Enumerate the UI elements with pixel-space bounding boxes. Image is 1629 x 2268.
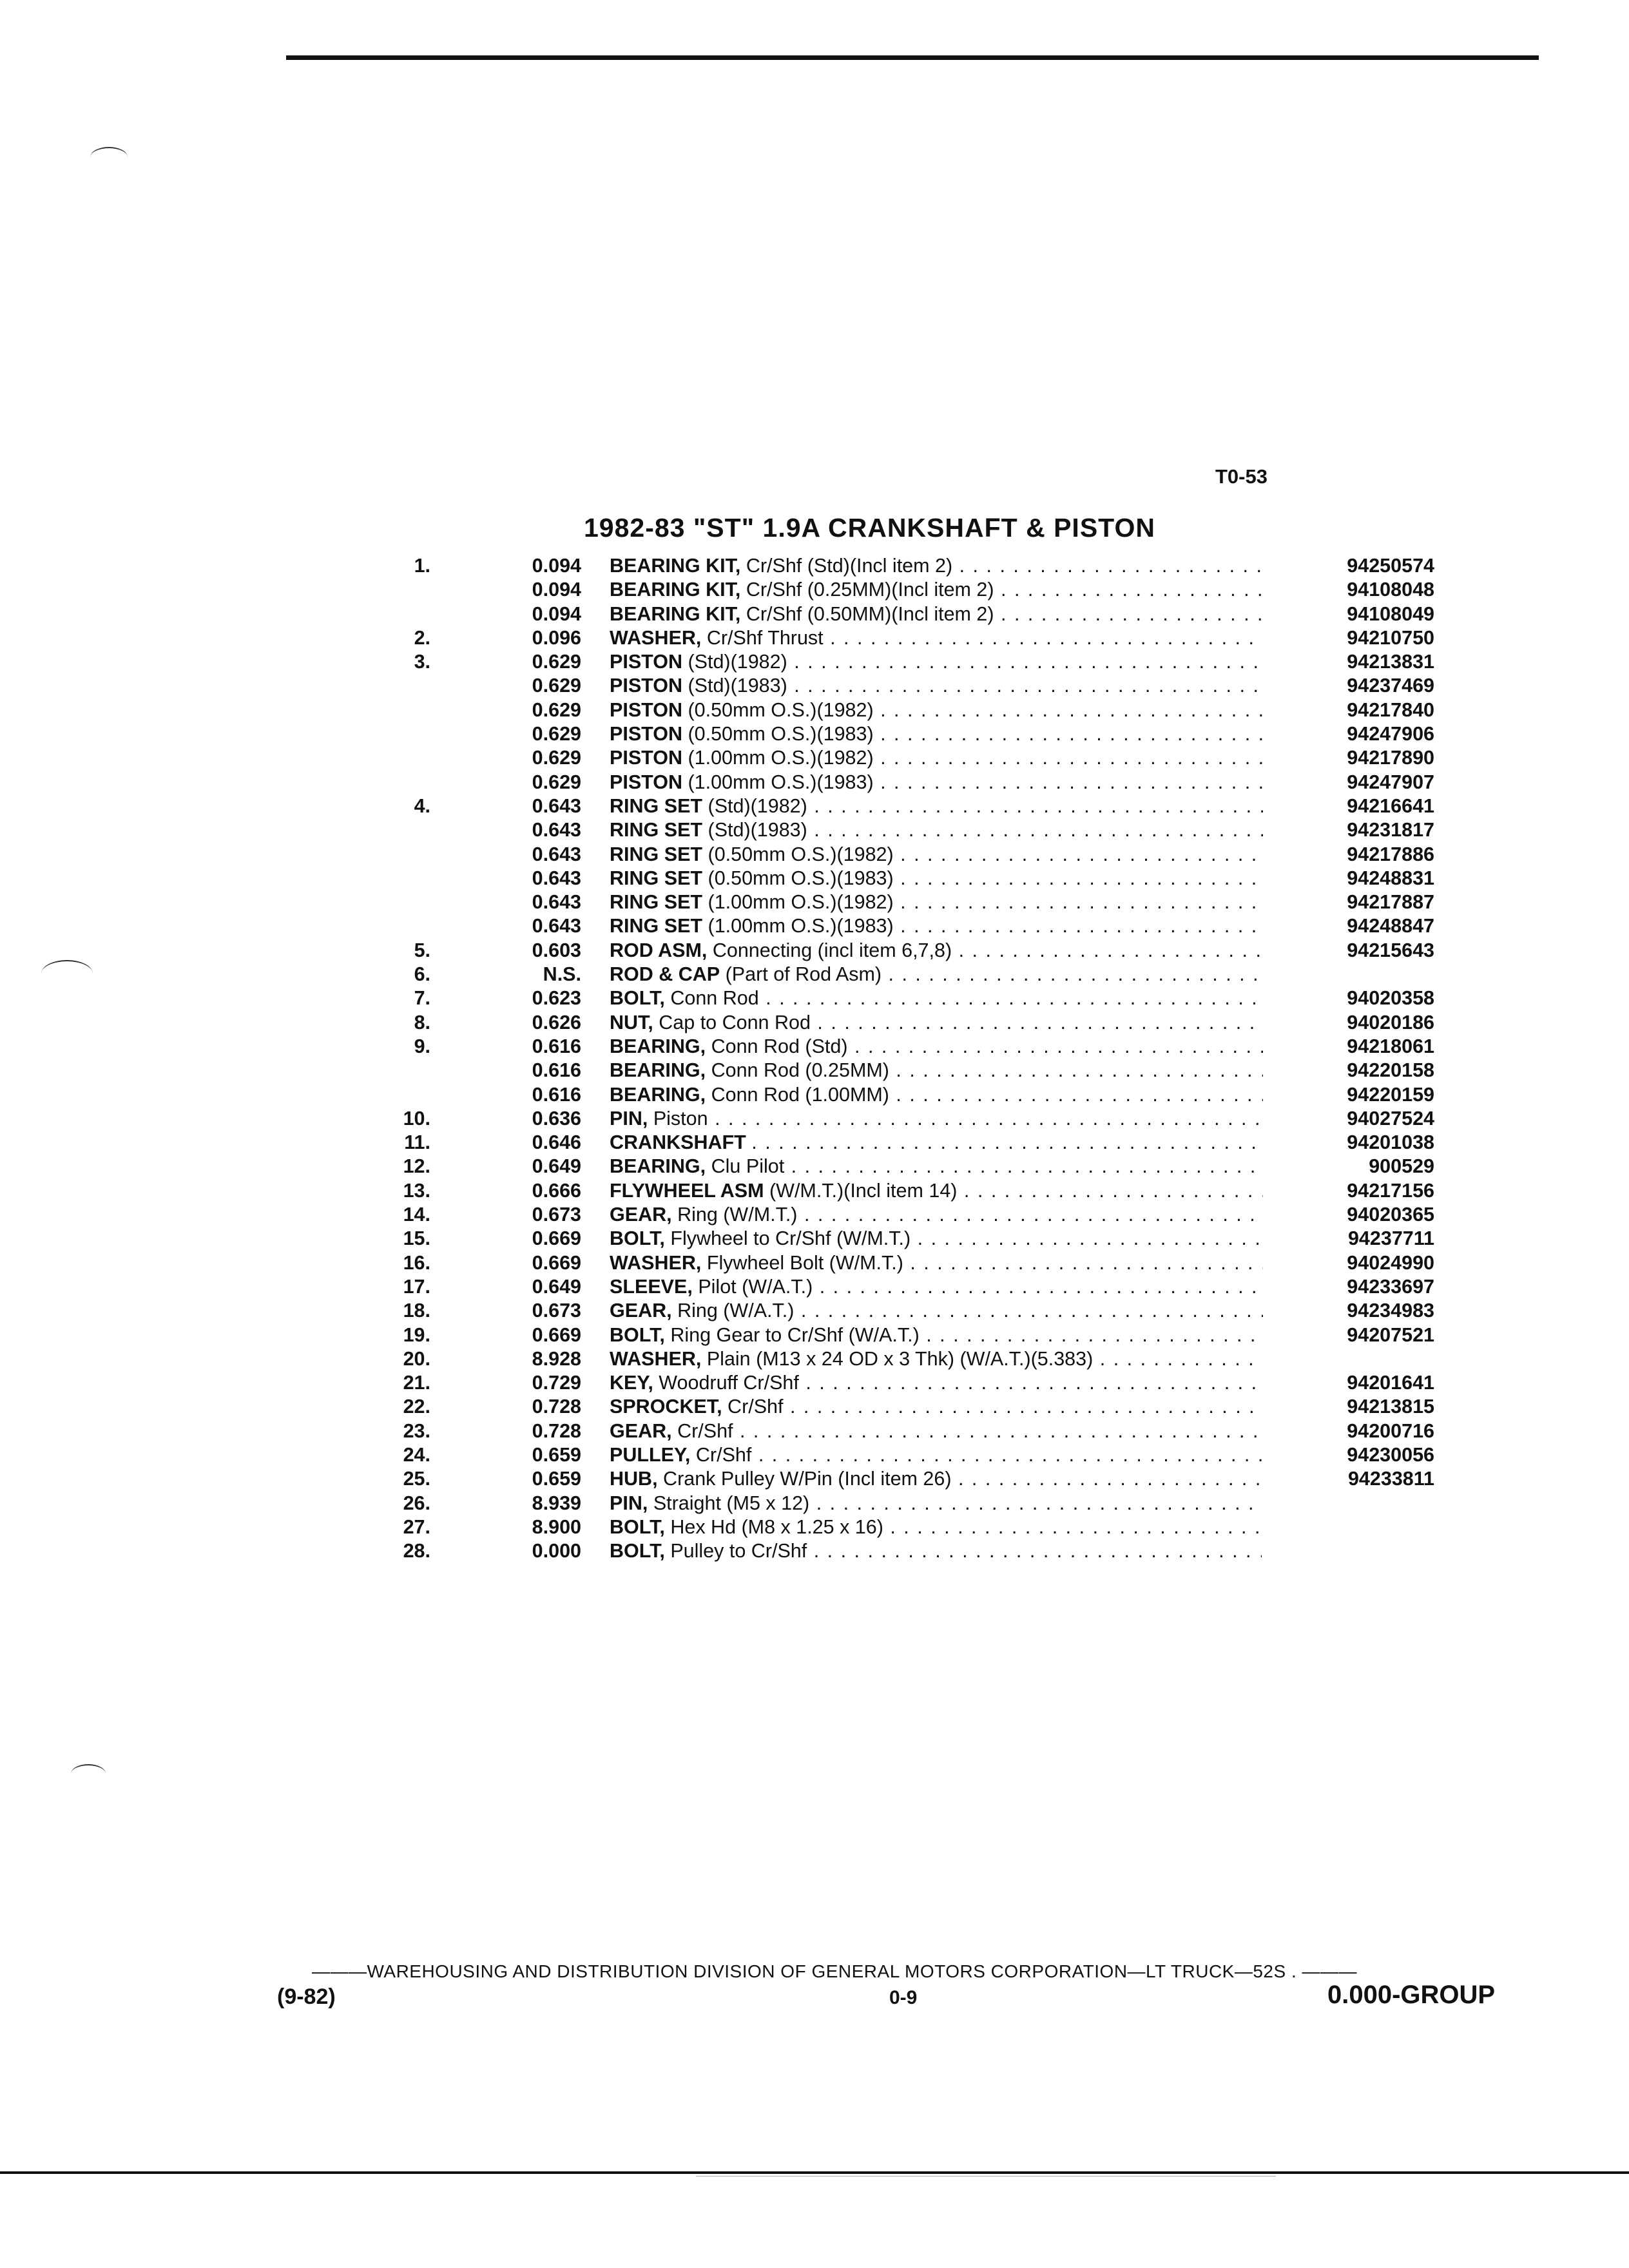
part-description — [610, 578, 1344, 602]
group-number: 0.603 — [532, 939, 581, 961]
part-description — [610, 914, 1344, 938]
item-number: 19. — [403, 1323, 430, 1346]
part-name: NUT, — [610, 1011, 653, 1033]
item-number: 2. — [414, 626, 430, 649]
footer-page-number: 0-9 — [889, 1987, 918, 2008]
part-name: ROD & CAP — [610, 963, 720, 986]
parts-row — [361, 794, 1434, 818]
part-detail: (Std)(1983) — [688, 675, 787, 697]
part-detail: Cap to Conn Rod — [659, 1011, 811, 1033]
part-name: BEARING, — [610, 1083, 706, 1106]
group-number: 0.643 — [532, 891, 581, 914]
group-number: 0.643 — [532, 843, 581, 865]
part-name: BEARING, — [610, 1059, 706, 1082]
part-detail: (0.50mm O.S.)(1983) — [688, 723, 874, 745]
parts-row — [361, 1011, 1434, 1035]
group-number: 0.623 — [532, 987, 581, 1010]
parts-row — [361, 1179, 1434, 1203]
item-number: 18. — [403, 1300, 430, 1322]
part-description — [610, 963, 1262, 986]
parts-row — [361, 1323, 1434, 1347]
item-number: 23. — [403, 1419, 430, 1442]
group-number: 0.629 — [532, 747, 581, 769]
part-name: RING SET — [610, 891, 703, 914]
part-name: PISTON — [610, 651, 682, 673]
parts-row — [361, 818, 1434, 842]
item-number: 8. — [414, 1011, 430, 1033]
part-detail: (Std)(1982) — [688, 651, 787, 673]
part-number: 94248831 — [1263, 867, 1434, 890]
part-description — [610, 1155, 1344, 1178]
part-number: 94201641 — [1263, 1371, 1434, 1395]
parts-row — [361, 1539, 1263, 1563]
scan-mark — [41, 960, 93, 987]
part-description — [610, 890, 1344, 914]
part-number: 94237711 — [1263, 1227, 1434, 1251]
part-detail: Cr/Shf — [677, 1419, 733, 1442]
group-number: 0.649 — [532, 1275, 581, 1298]
part-number: 94248847 — [1263, 914, 1434, 938]
part-description — [610, 1492, 1262, 1515]
part-detail: Cr/Shf (Std)(Incl item 2) — [746, 555, 953, 577]
group-number: 0.659 — [532, 1443, 581, 1466]
parts-row — [361, 1347, 1263, 1371]
part-detail: Cr/Shf — [695, 1443, 752, 1466]
group-number: 0.673 — [532, 1300, 581, 1322]
part-detail: Cr/Shf — [728, 1396, 784, 1418]
item-number: 24. — [403, 1443, 430, 1466]
item-number: 16. — [403, 1251, 430, 1274]
parts-row — [361, 939, 1434, 963]
part-number: 94207521 — [1263, 1323, 1434, 1347]
part-detail: Pulley to Cr/Shf — [670, 1540, 807, 1562]
parts-row — [361, 1059, 1434, 1082]
item-number: 9. — [414, 1035, 430, 1057]
item-number: 7. — [414, 987, 430, 1010]
group-number: 0.669 — [532, 1251, 581, 1274]
top-rule — [286, 55, 1539, 60]
parts-row — [361, 674, 1434, 698]
part-detail: (1.00mm O.S.)(1982) — [688, 747, 874, 769]
part-description — [610, 843, 1344, 867]
group-number: 8.900 — [532, 1515, 581, 1538]
part-detail: (W/M.T.)(Incl item 14) — [769, 1179, 958, 1202]
part-detail: Hex Hd (M8 x 1.25 x 16) — [670, 1515, 883, 1538]
part-number: 94020358 — [1263, 986, 1434, 1010]
footer-group: 0.000-GROUP — [1327, 1981, 1496, 2009]
parts-row — [361, 1515, 1263, 1539]
group-number: 0.669 — [532, 1227, 581, 1250]
part-number: 94250574 — [1263, 554, 1434, 578]
parts-row — [361, 1275, 1434, 1299]
part-detail: (0.50mm O.S.)(1982) — [688, 698, 874, 721]
part-detail: (Std)(1983) — [708, 819, 807, 841]
part-name: GEAR, — [610, 1300, 672, 1322]
parts-row — [361, 1251, 1434, 1275]
part-description — [610, 554, 1344, 578]
part-name: PISTON — [610, 723, 682, 745]
part-number: 94217156 — [1263, 1179, 1434, 1203]
part-detail: Woodruff Cr/Shf — [659, 1372, 799, 1394]
part-detail: Cr/Shf Thrust — [706, 626, 824, 649]
part-number: 94247907 — [1263, 771, 1434, 794]
item-number: 13. — [403, 1179, 430, 1202]
group-number: 0.666 — [532, 1179, 581, 1202]
part-number: 94213831 — [1263, 650, 1434, 674]
group-number: 0.629 — [532, 723, 581, 745]
group-number: 0.649 — [532, 1155, 581, 1178]
part-description — [610, 698, 1344, 722]
part-description — [610, 1107, 1344, 1131]
part-name: BOLT, — [610, 1227, 665, 1250]
part-description — [610, 939, 1344, 963]
part-name: GEAR, — [610, 1204, 672, 1226]
item-number: 14. — [403, 1204, 430, 1226]
parts-row — [361, 578, 1434, 602]
part-description — [610, 1035, 1344, 1059]
item-number: 27. — [403, 1515, 430, 1538]
group-number: 0.000 — [532, 1540, 581, 1562]
part-name: RING SET — [610, 867, 703, 889]
group-number: 0.643 — [532, 915, 581, 937]
part-detail: (1.00mm O.S.)(1983) — [708, 915, 894, 937]
part-description — [610, 1395, 1344, 1419]
group-number: 0.629 — [532, 771, 581, 793]
part-description — [610, 602, 1344, 626]
part-description — [610, 986, 1344, 1010]
part-detail: Cr/Shf (0.50MM)(Incl item 2) — [746, 602, 994, 625]
part-name: RING SET — [610, 843, 703, 865]
part-number: 94234983 — [1263, 1299, 1434, 1323]
part-detail: (0.50mm O.S.)(1982) — [708, 843, 894, 865]
part-number: 94216641 — [1263, 794, 1434, 818]
part-number: 94231817 — [1263, 818, 1434, 842]
part-description — [610, 1083, 1344, 1107]
part-description — [610, 1251, 1344, 1275]
parts-row — [361, 746, 1434, 770]
part-detail: Pilot (W/A.T.) — [698, 1275, 813, 1298]
group-number: 8.939 — [532, 1492, 581, 1514]
part-description — [610, 794, 1344, 818]
part-name: PISTON — [610, 771, 682, 793]
part-name: PULLEY, — [610, 1443, 691, 1466]
parts-row — [361, 698, 1434, 722]
item-number: 10. — [403, 1107, 430, 1129]
parts-row — [361, 1467, 1434, 1491]
group-number: 0.629 — [532, 698, 581, 721]
group-number: 8.928 — [532, 1347, 581, 1370]
part-name: SLEEVE, — [610, 1275, 693, 1298]
part-detail: Flywheel Bolt (W/M.T.) — [706, 1251, 903, 1274]
footer-date: (9-82) — [277, 1984, 336, 2009]
scan-mark — [90, 147, 128, 168]
parts-row — [361, 1492, 1263, 1515]
page-reference: T0-53 — [1215, 465, 1268, 488]
group-number: 0.646 — [532, 1131, 581, 1154]
parts-row — [361, 1035, 1434, 1059]
parts-row — [361, 1107, 1434, 1131]
part-name: BEARING KIT, — [610, 579, 741, 601]
item-number: 22. — [403, 1396, 430, 1418]
item-number: 15. — [403, 1227, 430, 1250]
part-number: 94217890 — [1263, 746, 1434, 770]
part-number: 900529 — [1263, 1155, 1434, 1178]
part-detail: (Part of Rod Asm) — [725, 963, 882, 986]
group-number: 0.094 — [532, 602, 581, 625]
part-number: 94230056 — [1263, 1443, 1434, 1467]
parts-row — [361, 1371, 1434, 1395]
group-number: 0.626 — [532, 1011, 581, 1033]
part-number: 94020365 — [1263, 1203, 1434, 1227]
part-detail: Ring (W/M.T.) — [677, 1204, 798, 1226]
part-name: BEARING KIT, — [610, 602, 741, 625]
group-number: 0.094 — [532, 555, 581, 577]
parts-row — [361, 1395, 1434, 1419]
group-number: N.S. — [543, 963, 581, 986]
part-number: 94237469 — [1263, 674, 1434, 698]
part-description — [610, 746, 1344, 770]
parts-row — [361, 771, 1434, 794]
part-detail: Conn Rod (0.25MM) — [711, 1059, 889, 1082]
parts-row — [361, 1131, 1434, 1155]
part-detail: Flywheel to Cr/Shf (W/M.T.) — [670, 1227, 911, 1250]
part-detail: Ring Gear to Cr/Shf (W/A.T.) — [670, 1323, 920, 1346]
group-number: 0.669 — [532, 1323, 581, 1346]
part-name: PISTON — [610, 747, 682, 769]
part-detail: Crank Pulley W/Pin (Incl item 26) — [663, 1468, 952, 1490]
part-number: 94213815 — [1263, 1395, 1434, 1419]
item-number: 28. — [403, 1540, 430, 1562]
parts-row — [361, 914, 1434, 938]
parts-row — [361, 1299, 1434, 1323]
group-number: 0.636 — [532, 1107, 581, 1129]
part-detail: Connecting (incl item 6,7,8) — [712, 939, 952, 961]
part-number: 94210750 — [1263, 626, 1434, 650]
parts-row — [361, 554, 1434, 578]
part-name: BEARING, — [610, 1155, 706, 1178]
part-name: SPROCKET, — [610, 1396, 722, 1418]
item-number: 5. — [414, 939, 430, 961]
part-description — [610, 1467, 1344, 1491]
part-description — [610, 867, 1344, 890]
part-name: KEY, — [610, 1372, 653, 1394]
part-detail: Straight (M5 x 12) — [653, 1492, 810, 1514]
part-description — [610, 1179, 1344, 1203]
part-name: PISTON — [610, 698, 682, 721]
part-detail: (Std)(1982) — [708, 794, 807, 817]
parts-row — [361, 722, 1434, 746]
part-description — [610, 626, 1344, 650]
item-number: 6. — [414, 963, 430, 986]
part-number: 94200716 — [1263, 1419, 1434, 1443]
part-name: PIN, — [610, 1492, 648, 1514]
part-number: 94024990 — [1263, 1251, 1434, 1275]
part-number: 94233811 — [1263, 1467, 1434, 1491]
parts-row — [361, 843, 1434, 867]
part-number: 94217887 — [1263, 890, 1434, 914]
parts-row — [361, 1203, 1434, 1227]
group-number: 0.728 — [532, 1419, 581, 1442]
part-number: 94247906 — [1263, 722, 1434, 746]
parts-list — [361, 554, 1434, 1563]
part-number: 94220158 — [1263, 1059, 1434, 1082]
parts-row — [361, 626, 1434, 650]
parts-row — [361, 963, 1263, 986]
part-name: HUB, — [610, 1468, 658, 1490]
parts-row — [361, 1419, 1434, 1443]
part-detail: Cr/Shf (0.25MM)(Incl item 2) — [746, 579, 994, 601]
part-description — [610, 1515, 1262, 1539]
parts-row — [361, 602, 1434, 626]
part-name: RING SET — [610, 915, 703, 937]
part-name: PISTON — [610, 675, 682, 697]
part-description — [610, 1443, 1344, 1467]
part-description — [610, 1275, 1344, 1299]
parts-row — [361, 1227, 1434, 1251]
item-number: 11. — [404, 1131, 430, 1154]
part-description — [610, 1227, 1344, 1251]
part-name: BEARING, — [610, 1035, 706, 1057]
group-number: 0.673 — [532, 1204, 581, 1226]
part-number: 94217886 — [1263, 843, 1434, 867]
item-number: 25. — [403, 1468, 430, 1490]
parts-row — [361, 890, 1434, 914]
part-description — [610, 771, 1344, 794]
group-number: 0.659 — [532, 1468, 581, 1490]
part-description — [610, 1347, 1262, 1371]
part-description — [610, 650, 1344, 674]
group-number: 0.616 — [532, 1035, 581, 1057]
item-number: 26. — [403, 1492, 430, 1514]
part-description — [610, 1419, 1344, 1443]
item-number: 21. — [403, 1372, 430, 1394]
part-name: WASHER, — [610, 1347, 702, 1370]
parts-row — [361, 867, 1434, 890]
part-description — [610, 1539, 1262, 1563]
group-number: 0.096 — [532, 626, 581, 649]
item-number: 3. — [414, 651, 430, 673]
part-number: 94217840 — [1263, 698, 1434, 722]
parts-row — [361, 1155, 1434, 1178]
part-detail: (1.00mm O.S.)(1982) — [708, 891, 894, 914]
part-number: 94215643 — [1263, 939, 1434, 963]
part-description — [610, 1011, 1344, 1035]
group-number: 0.643 — [532, 794, 581, 817]
part-name: WASHER, — [610, 626, 702, 649]
part-description — [610, 818, 1344, 842]
part-detail: Plain (M13 x 24 OD x 3 Thk) (W/A.T.)(5.383) — [706, 1347, 1094, 1370]
footer-publisher-line: ———WAREHOUSING AND DISTRIBUTION DIVISION OF GENERAL MOTORS CORPORATION—LT TRUCK—52S . ——— — [312, 1961, 1358, 1981]
part-name: RING SET — [610, 794, 703, 817]
part-detail: (1.00mm O.S.)(1983) — [688, 771, 874, 793]
part-name: WASHER, — [610, 1251, 702, 1274]
part-description — [610, 674, 1344, 698]
part-detail: Piston — [653, 1107, 708, 1129]
part-name: BOLT, — [610, 1515, 665, 1538]
part-number: 94233697 — [1263, 1275, 1434, 1299]
part-number: 94220159 — [1263, 1083, 1434, 1107]
group-number: 0.729 — [532, 1372, 581, 1394]
group-number: 0.643 — [532, 819, 581, 841]
part-number: 94108049 — [1263, 602, 1434, 626]
bottom-rule-faint — [696, 2176, 1276, 2177]
group-number: 0.643 — [532, 867, 581, 889]
part-name: BOLT, — [610, 1540, 665, 1562]
bottom-rule — [0, 2171, 1629, 2174]
group-number: 0.728 — [532, 1396, 581, 1418]
group-number: 0.616 — [532, 1083, 581, 1106]
item-number: 20. — [403, 1347, 430, 1370]
parts-row — [361, 986, 1434, 1010]
parts-row — [361, 1443, 1434, 1467]
group-number: 0.629 — [532, 675, 581, 697]
part-name: PIN, — [610, 1107, 648, 1129]
group-number: 0.616 — [532, 1059, 581, 1082]
part-name: BOLT, — [610, 987, 665, 1010]
item-number: 17. — [403, 1275, 430, 1298]
part-name: GEAR, — [610, 1419, 672, 1442]
page-title: 1982-83 "ST" 1.9A CRANKSHAFT & PISTON — [584, 513, 1155, 543]
part-description — [610, 722, 1344, 746]
part-name: RING SET — [610, 819, 703, 841]
item-number: 1. — [414, 555, 430, 577]
part-name: ROD ASM, — [610, 939, 708, 961]
part-description — [610, 1299, 1344, 1323]
group-number: 0.094 — [532, 579, 581, 601]
part-description — [610, 1371, 1344, 1395]
part-name: BEARING KIT, — [610, 555, 741, 577]
part-description — [610, 1203, 1344, 1227]
part-detail: Conn Rod (1.00MM) — [711, 1083, 889, 1106]
part-number: 94108048 — [1263, 578, 1434, 602]
part-name: FLYWHEEL ASM — [610, 1179, 764, 1202]
part-description — [610, 1059, 1344, 1082]
part-name: BOLT, — [610, 1323, 665, 1346]
part-number: 94020186 — [1263, 1011, 1434, 1035]
part-detail: Conn Rod — [670, 987, 759, 1010]
group-number: 0.629 — [532, 651, 581, 673]
part-number: 94027524 — [1263, 1107, 1434, 1131]
part-description — [610, 1323, 1344, 1347]
parts-row — [361, 1083, 1434, 1107]
part-name: CRANKSHAFT — [610, 1131, 746, 1154]
part-number: 94218061 — [1263, 1035, 1434, 1059]
item-number: 4. — [414, 794, 430, 817]
part-detail: Clu Pilot — [711, 1155, 785, 1178]
scan-mark — [71, 1764, 106, 1783]
part-detail: Ring (W/A.T.) — [677, 1300, 795, 1322]
part-description — [610, 1131, 1344, 1155]
item-number: 12. — [403, 1155, 430, 1178]
part-detail: Conn Rod (Std) — [711, 1035, 848, 1057]
part-number: 94201038 — [1263, 1131, 1434, 1155]
part-detail: (0.50mm O.S.)(1983) — [708, 867, 894, 889]
parts-row — [361, 650, 1434, 674]
